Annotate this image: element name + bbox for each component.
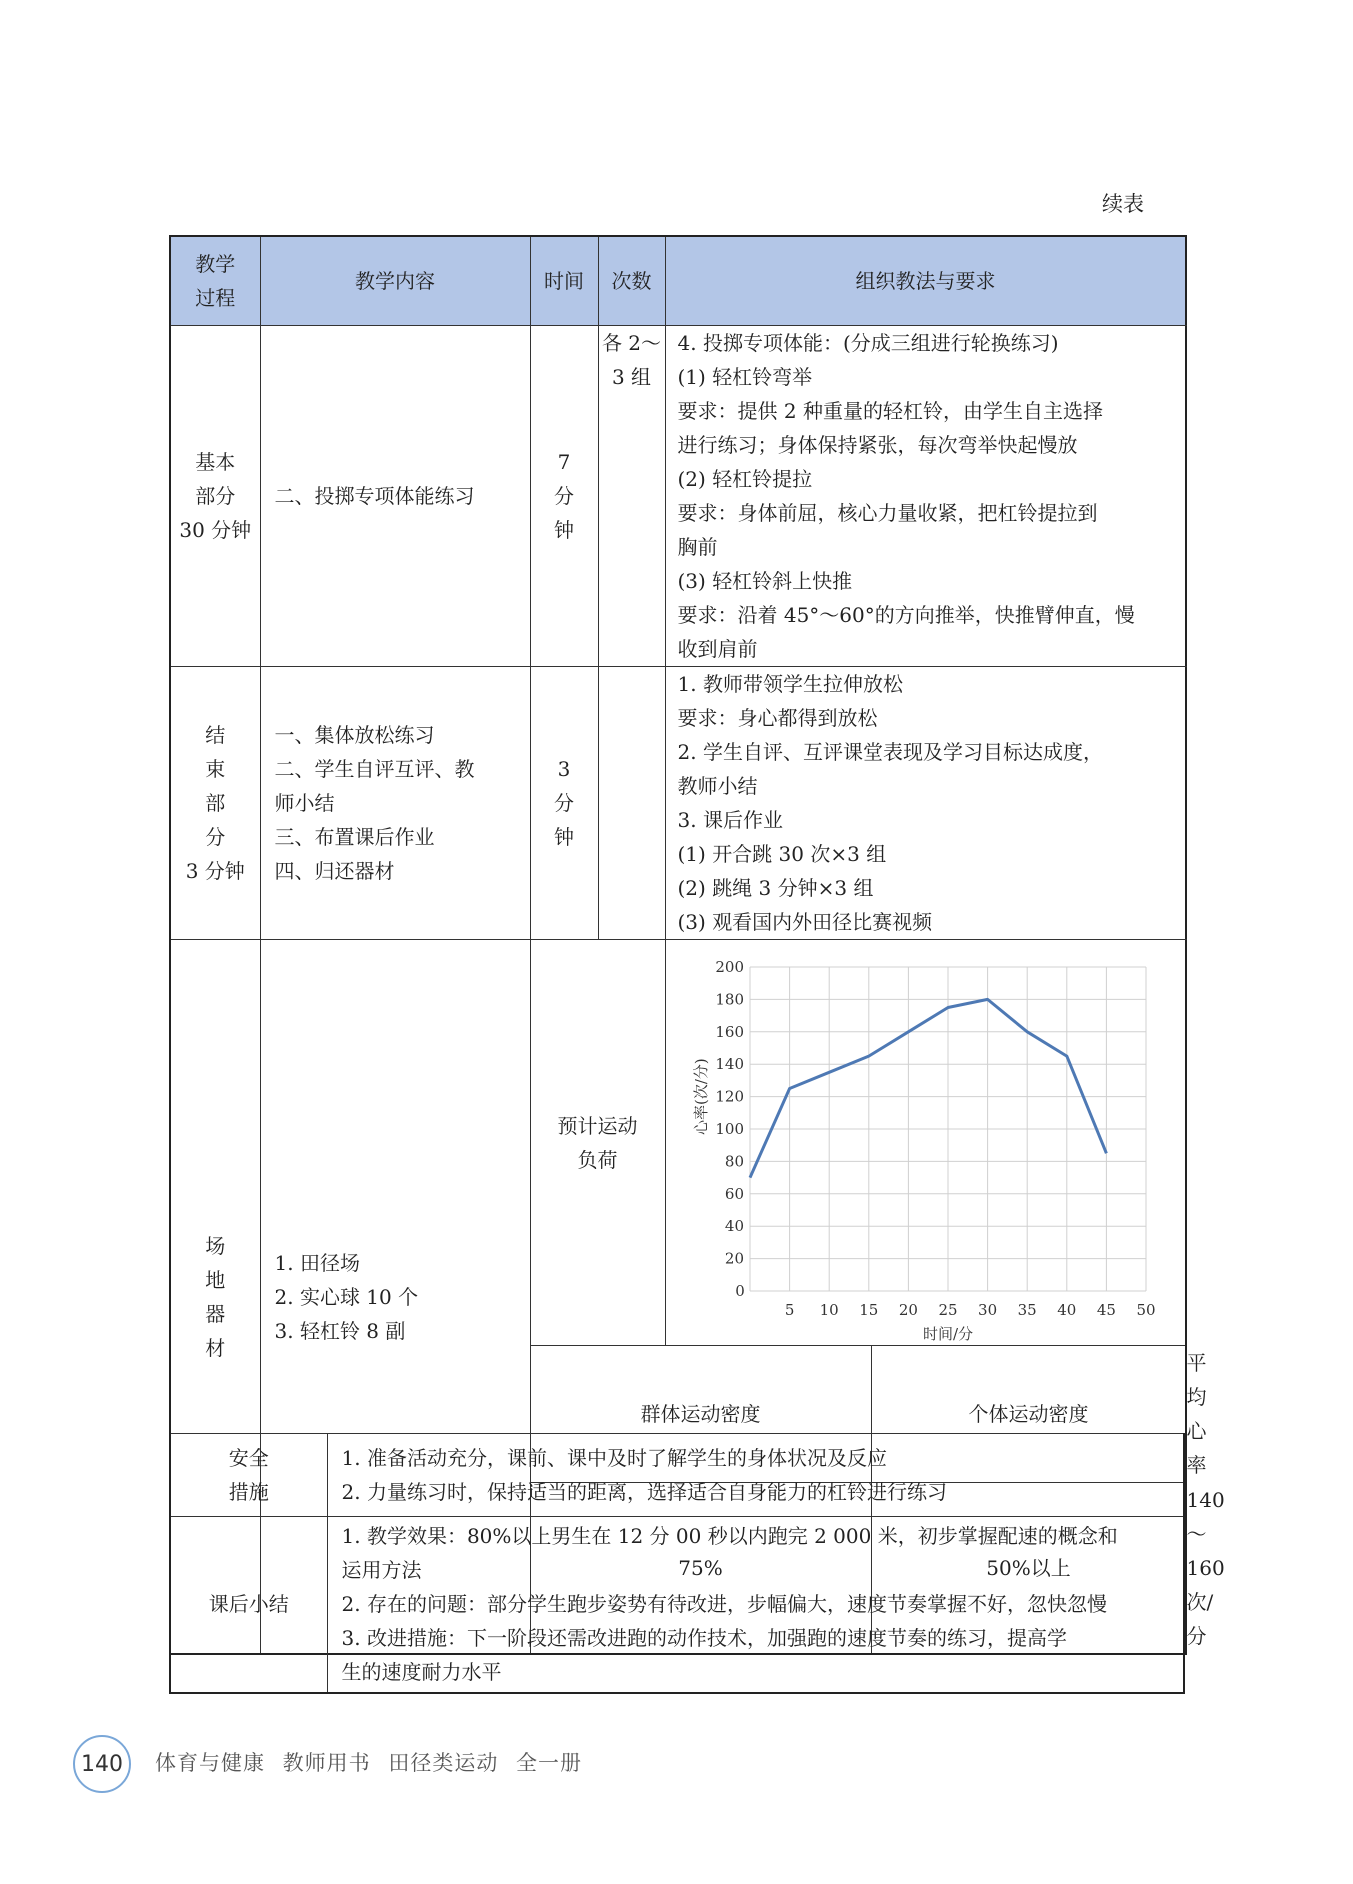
- basic-content: 二、投掷专项体能练习: [260, 326, 530, 667]
- metric-header-individual-density: 个体运动密度: [871, 1346, 1186, 1483]
- x-axis-label: 时间/分: [922, 1325, 973, 1343]
- safety-items: [327, 1434, 1184, 1517]
- page-number: 140: [73, 1735, 131, 1793]
- basic-process: 基本 部分 30 分钟: [170, 326, 260, 667]
- venue-process: 场 地 器 材: [170, 940, 260, 1655]
- metrics-header-row: 群体运动密度 个体运动密度 平均心率: [170, 1346, 1186, 1483]
- header-time: 时间: [530, 236, 598, 326]
- ending-content: 一、集体放松练习 二、学生自评互评、教 师小结 三、布置课后作业 四、归还器材: [260, 667, 530, 940]
- y-tick-label: 100: [714, 1120, 744, 1138]
- header-process: 教学 过程: [170, 236, 260, 326]
- metric-value-individual-density: 50%以上: [871, 1483, 1186, 1655]
- list-item: 3. 改进措施：下一阶段还需改进跑的动作技术，加强跑的速度节奏的练习，提高学: [341, 1626, 1067, 1651]
- x-tick-label: 20: [898, 1301, 918, 1319]
- x-tick-label: 30: [977, 1301, 997, 1319]
- list-item: 1. 准备活动充分，课前、课中及时了解学生的身体状况及反应: [341, 1446, 887, 1470]
- y-tick-label: 60: [724, 1184, 744, 1203]
- safety-row: [170, 1434, 1184, 1517]
- heart-rate-chart-cell: [665, 940, 1186, 1346]
- x-tick-label: 45: [1096, 1301, 1116, 1319]
- list-item: 2. 存在的问题：部分学生跑步姿势有待改进，步幅偏大，速度节奏掌握不好，忽快忽慢: [341, 1592, 1107, 1617]
- basic-part-row: [170, 326, 1186, 667]
- x-tick-label: 50: [1135, 1301, 1156, 1319]
- x-tick-label: 10: [819, 1301, 839, 1319]
- summary-table: [169, 1433, 1185, 1694]
- series-line-heart-rate: [750, 999, 1106, 1177]
- x-tick-label: 0: [734, 1282, 745, 1300]
- header-content: 教学内容: [260, 236, 530, 326]
- x-tick-label: 5: [784, 1301, 794, 1319]
- basic-method: 4. 投掷专项体能：(分成三组进行轮换练习) (1) 轻杠铃弯举 要求：提供 2 种重量的轻杠铃，由学生自主选择 进行练习；身体保持紧张，每次弯举快起慢放 (2) 轻杠铃提拉 要求：身体前屈，核心力量收紧，把杠铃提拉到 胸前 (3) 轻杠铃斜上快推 要求：沿着 45°～60°的方向推举，快推臂伸直，慢 收到肩前: [665, 326, 1186, 667]
- metric-value-group-density: 75%: [530, 1483, 871, 1655]
- load-label: 预计运动 负荷: [530, 940, 665, 1346]
- table-header-row: [170, 236, 1186, 326]
- header-method: 组织教法与要求: [665, 236, 1186, 326]
- y-tick-label: 120: [714, 1087, 744, 1106]
- x-tick-label: 40: [1056, 1301, 1076, 1319]
- ending-count: [598, 667, 665, 940]
- ending-time: 3 分 钟: [530, 667, 598, 940]
- heart-rate-chart: [666, 940, 1186, 1345]
- y-tick-label: 140: [714, 1055, 744, 1074]
- y-tick-label: 160: [714, 1022, 744, 1041]
- y-tick-label: 200: [714, 958, 744, 976]
- list-item: 2. 力量练习时，保持适当的距离，选择适合自身能力的杠铃进行练习: [341, 1480, 947, 1504]
- x-tick-label: 35: [1017, 1301, 1037, 1319]
- y-axis-label: 心率(次/分): [691, 1058, 710, 1135]
- metrics-value-row: 75% 50%以上 140～160 次/分: [170, 1483, 1186, 1655]
- safety-label: 安全 措施: [170, 1434, 327, 1517]
- metric-header-group-density: 群体运动密度: [530, 1346, 871, 1483]
- list-item: 1. 教学效果：80%以上男生在 12 分 00 秒以内跑完 2 000 米，初步掌握配速的概念和: [341, 1524, 1118, 1549]
- continued-label: 续表: [1102, 192, 1144, 216]
- venue-row: [170, 940, 1186, 1346]
- x-tick-label: 15: [858, 1301, 878, 1319]
- header-count: 次数: [598, 236, 665, 326]
- venue-content: 1. 田径场 2. 实心球 10 个 3. 轻杠铃 8 副: [260, 940, 530, 1655]
- basic-time: 7 分 钟: [530, 326, 598, 667]
- basic-count: 各 2～ 3 组: [598, 326, 665, 667]
- summary-items: [327, 1517, 1184, 1693]
- summary-row: [170, 1517, 1184, 1693]
- y-tick-label: 80: [724, 1152, 744, 1171]
- book-title: 体育与健康 教师用书 田径类运动 全一册: [155, 1751, 583, 1775]
- ending-part-row: [170, 667, 1186, 940]
- summary-label: 课后小结: [170, 1517, 327, 1693]
- y-tick-label: 40: [724, 1217, 744, 1236]
- x-tick-label: 25: [937, 1301, 958, 1319]
- list-item: 运用方法: [341, 1558, 422, 1583]
- list-item: 生的速度耐力水平: [341, 1660, 502, 1685]
- y-tick-label: 180: [714, 990, 744, 1009]
- ending-process: 结 束 部 分 3 分钟: [170, 667, 260, 940]
- ending-method: 1. 教师带领学生拉伸放松 要求：身心都得到放松 2. 学生自评、互评课堂表现及学习目标达成度， 教师小结 3. 课后作业 (1) 开合跳 30 次×3 组 (2) 跳绳 3 分钟×3 组 (3) 观看国内外田径比赛视频: [665, 667, 1186, 940]
- y-tick-label: 20: [724, 1249, 744, 1268]
